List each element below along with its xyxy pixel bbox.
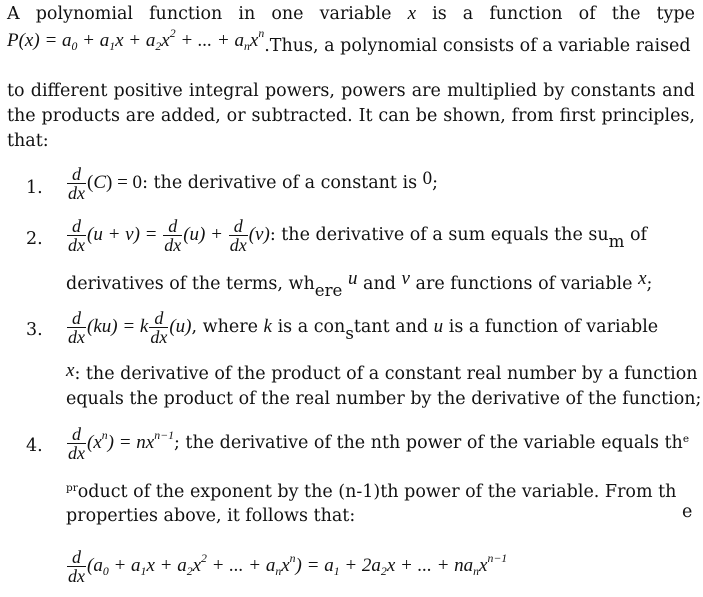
intro-line-3: [7, 80, 695, 102]
derivative-operator: $\frac{d}{dx}$: [68, 216, 85, 255]
intro-text-6: that:: [7, 131, 49, 151]
variable-v: v: [401, 268, 410, 289]
item-2-text-2b: are functions of variable: [415, 274, 633, 294]
item-3-const-a: is a con: [277, 317, 346, 337]
item-3-func: is a function of variable: [448, 317, 659, 337]
item-4-line-1: [66, 425, 689, 462]
item-2-number: 2.: [26, 229, 43, 249]
item-2-of: of: [629, 225, 647, 245]
formula-1: (C) = 0: [87, 172, 143, 193]
item-3-const-b: tant and: [353, 317, 429, 337]
variable-k: k: [263, 316, 272, 337]
item-2-text-2a: derivatives of the terms, wh: [66, 274, 315, 294]
item-2-end: ;: [646, 274, 653, 294]
derivative-operator: $\frac{d}{dx}$: [164, 216, 182, 255]
item-4-number: 4.: [26, 436, 43, 456]
intro-text-5: the products are added, or subtracted. It can be shown, from first principles,: [7, 106, 695, 126]
item-1-line: [66, 165, 438, 202]
intro-line-4: [7, 105, 695, 127]
item-3-line-3: [66, 388, 701, 410]
variable-u: u: [347, 268, 358, 289]
item-2-text: : the derivative of a sum equals the su: [269, 225, 609, 245]
item-3-s: s: [345, 324, 354, 343]
variable-x: x: [638, 268, 647, 289]
formula-3b: (u): [169, 316, 192, 337]
derivative-operator: $\frac{d}{dx}$: [68, 547, 85, 586]
item-4-text-3: properties above, it follows that:: [66, 506, 356, 526]
final-formula: [66, 548, 507, 585]
formula-2: (u + v) =: [87, 224, 163, 245]
formula-2b: (u) +: [183, 224, 228, 245]
item-3-text-2: : the derivative of the product of a constant real number by a function: [74, 364, 698, 384]
item-3-line-1: [66, 309, 658, 346]
item-3-text-3: equals the product of the real number by the derivative of the function;: [66, 389, 702, 409]
item-4-tiny-pr: pr: [66, 482, 78, 494]
variable-u: u: [433, 316, 444, 337]
derivative-operator: $\frac{d}{dx}$: [68, 308, 85, 347]
polynomial-formula: $P(x) = a_0 + a_1x + a_2x^2$ + ... + $a_nx^n$: [7, 27, 265, 54]
item-2-ere: ere: [314, 281, 343, 300]
intro-text-3: .Thus, a polynomial consists of a variable raised: [264, 36, 691, 56]
item-4-tiny-e: e: [682, 433, 690, 445]
item-2-m: m: [608, 232, 625, 251]
item-1-number: 1.: [26, 178, 43, 198]
variable-x: x: [407, 3, 417, 24]
item-1-value: 0: [422, 168, 433, 189]
item-2-and: and: [363, 274, 396, 294]
formula-4: $(x^n) = nx^{n-1}$: [87, 429, 174, 453]
item-4-text: ; the derivative of the nth power of the variable equals th: [173, 433, 683, 453]
item-4-stray-e: e: [682, 502, 693, 522]
item-2-line-1: [66, 217, 647, 254]
item-4-text-2: oduct of the exponent by the (n-1)th power of the variable. From th: [77, 482, 677, 502]
stray-e: [682, 501, 692, 523]
derivative-operator: $\frac{d}{dx}$: [150, 308, 168, 347]
intro-text-4: to different positive integral powers, powers are multiplied by constants and: [7, 81, 695, 101]
derivative-operator: $\frac{d}{dx}$: [68, 424, 85, 463]
formula-2c: (v): [248, 224, 270, 245]
variable-x: x: [66, 360, 75, 381]
intro-text-1: A polynomial function in one variable: [7, 4, 392, 24]
formula-3: (ku) = k: [87, 316, 149, 337]
intro-line-1: [7, 3, 695, 25]
item-3-where: , where: [191, 317, 258, 337]
intro-text-2: is a function of the type: [432, 4, 695, 24]
item-4-line-2: [66, 481, 676, 505]
intro-line-5: [7, 130, 695, 152]
item-3-number: 3.: [26, 320, 43, 340]
derivative-operator: $\frac{d}{dx}$: [229, 216, 247, 255]
derivative-operator: $\frac{d}{dx}$: [68, 164, 85, 203]
item-1-text: : the derivative of a constant is: [142, 173, 418, 193]
item-2-line-2: [66, 268, 653, 300]
item-1-end: ;: [432, 173, 439, 193]
item-3-line-2: [66, 360, 698, 385]
item-4-line-3: [66, 505, 355, 527]
intro-line-2: [7, 27, 695, 56]
final-formula-body: ($a_0 + a_1x + a_2x^2$ + ... + $a_nx^n) = a_1 + 2a_2x$ + ... + $na_nx^{n-1}$: [87, 552, 508, 579]
